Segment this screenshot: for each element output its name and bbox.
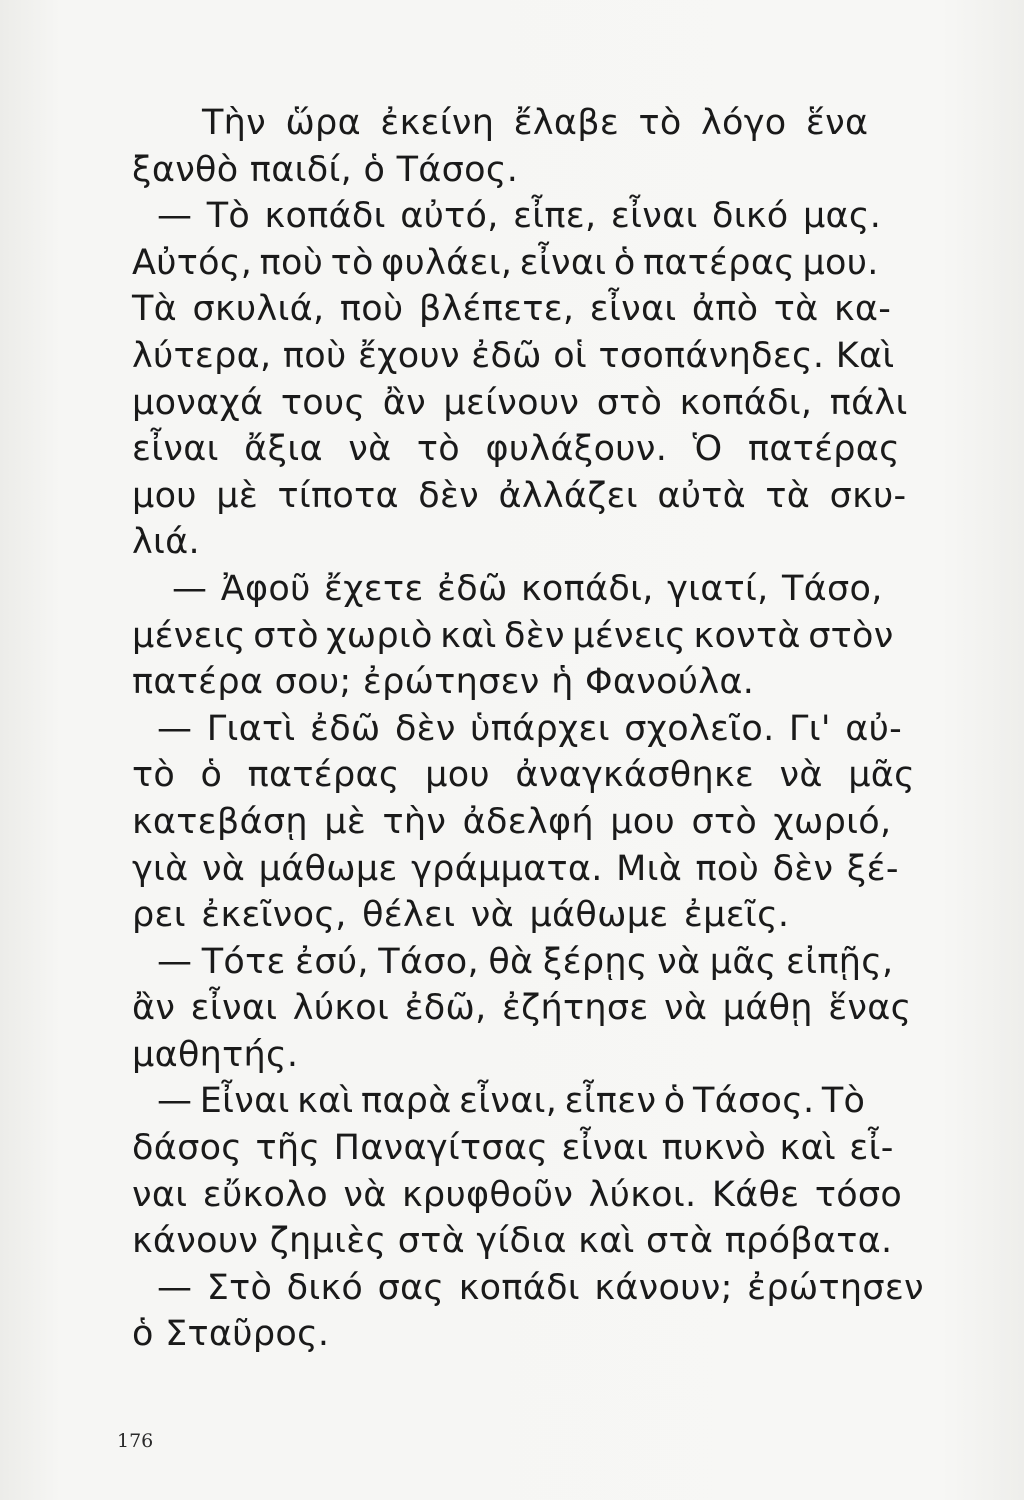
text-line: — Στὸ δικό σας κοπάδι κάνουν; ἐρώτησεν <box>157 1267 924 1308</box>
body-text <box>132 100 972 1358</box>
text-line: κάνουν ζημιὲς στὰ γίδια καὶ στὰ πρόβατα. <box>132 1221 893 1262</box>
text-line: γιὰ νὰ μάθωμε γράμματα. Μιὰ ποὺ δὲν ξέ- <box>132 848 899 889</box>
text-line: — Τότε ἐσύ, Τάσο, θὰ ξέρῃς νὰ μᾶς εἰπῇς, <box>157 941 894 982</box>
text-line: κατεβάσῃ μὲ τὴν ἀδελφή μου στὸ χωριό, <box>132 801 892 842</box>
text-line: δάσος τῆς Παναγίτσας εἶναι πυκνὸ καὶ εἶ- <box>132 1128 894 1169</box>
text-line: ἂν εἶναι λύκοι ἐδῶ, ἐζήτησε νὰ μάθῃ ἕνας <box>132 988 912 1029</box>
text-line: μου μὲ τίποτα δὲν ἀλλάζει αὐτὰ τὰ σκυ- <box>132 475 907 516</box>
text-line: τὸ ὁ πατέρας μου ἀναγκάσθηκε νὰ μᾶς <box>132 755 915 796</box>
text-line: Αὐτός, ποὺ τὸ φυλάει, εἶναι ὁ πατέρας μου. <box>132 242 879 283</box>
text-line: μαθητής. <box>132 1034 299 1075</box>
text-line: ρει ἐκεῖνος, θέλει νὰ μάθωμε ἐμεῖς. <box>132 895 790 936</box>
text-line: μένεις στὸ χωριὸ καὶ δὲν μένεις κοντὰ στὸν <box>132 615 894 656</box>
text-line: μοναχά τους ἂν μείνουν στὸ κοπάδι, πάλι <box>132 382 908 423</box>
text-line: — Εἶναι καὶ παρὰ εἶναι, εἶπεν ὁ Τάσος. Τὸ <box>157 1081 866 1122</box>
text-line: ναι εὔκολο νὰ κρυφθοῦν λύκοι. Κάθε τόσο <box>132 1174 903 1215</box>
text-line: πατέρα σου; ἐρώτησεν ἡ Φανούλα. <box>132 662 755 703</box>
text-line: λύτερα, ποὺ ἔχουν ἐδῶ οἱ τσοπάνηδες. Καὶ <box>132 335 895 376</box>
text-line: λιά. <box>132 522 200 563</box>
text-line: Τὴν ὥρα ἐκείνη ἔλαβε τὸ λόγο ἕνα <box>202 103 869 143</box>
text-line: ὁ Σταῦρος. <box>132 1314 330 1355</box>
text-line: — Ἀφοῦ ἔχετε ἐδῶ κοπάδι, γιατί, Τάσο, <box>172 568 883 609</box>
text-line: Τὰ σκυλιά, ποὺ βλέπετε, εἶναι ἀπὸ τὰ κα- <box>132 289 892 330</box>
text-line: ξανθὸ παιδί, ὁ Τάσος. <box>132 149 519 190</box>
text-line: — Γιατὶ ἐδῶ δὲν ὑπάρχει σχολεῖο. Γι' αὐ- <box>157 708 903 749</box>
page-number: 176 <box>117 1430 154 1452</box>
text-line: — Τὸ κοπάδι αὐτό, εἶπε, εἶναι δικό μας. <box>157 196 882 237</box>
text-line: εἶναι ἄξια νὰ τὸ φυλάξουν. Ὁ πατέρας <box>132 429 901 470</box>
